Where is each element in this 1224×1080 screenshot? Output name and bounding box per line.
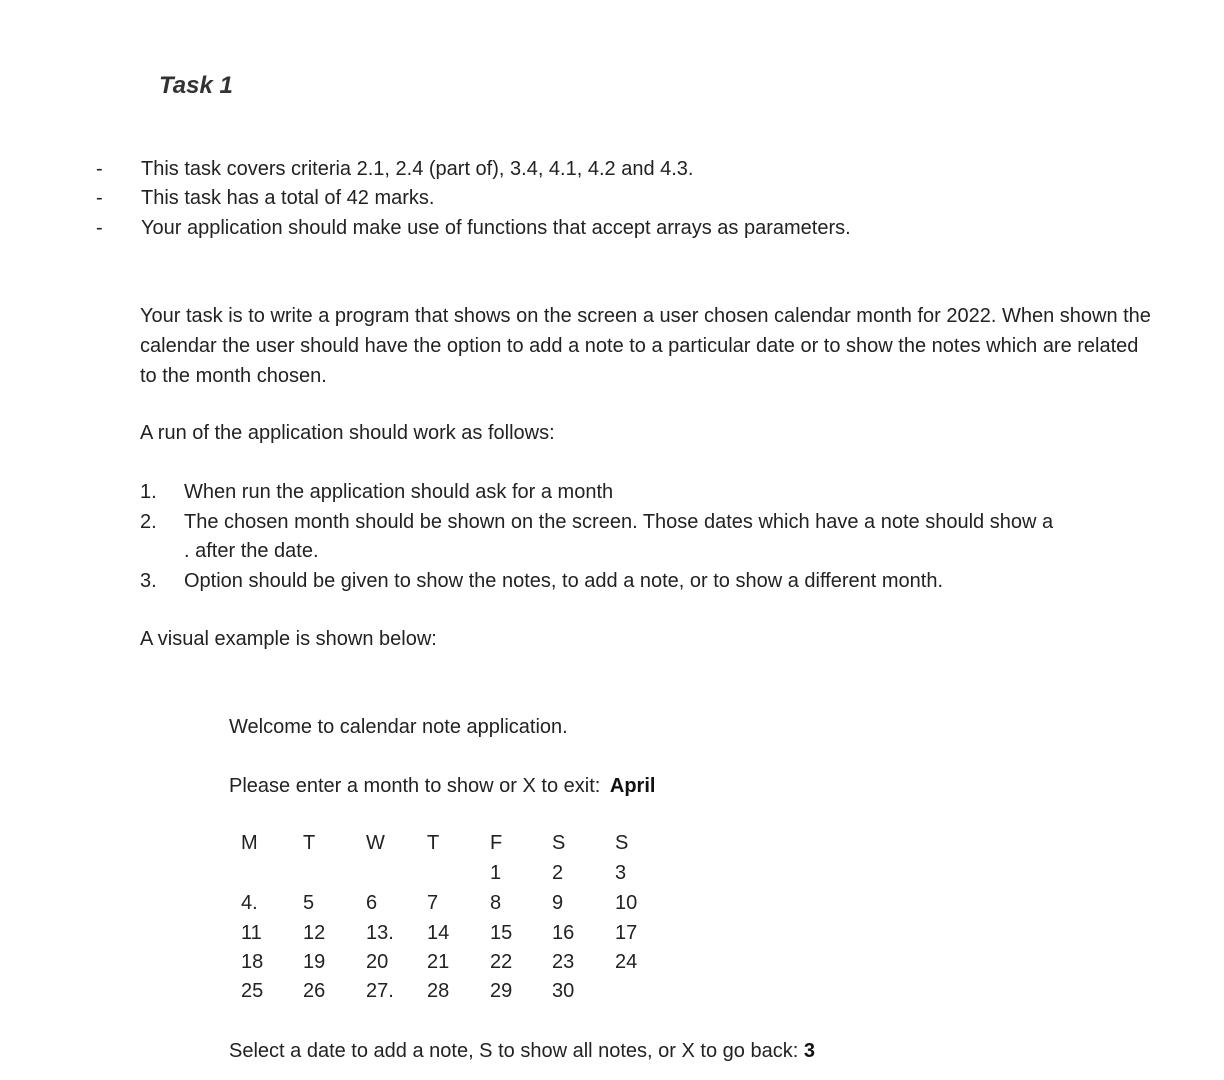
page-title: Task 1 <box>159 72 233 99</box>
bullet-marker: - <box>96 217 103 239</box>
calendar-day-header: T <box>303 832 316 854</box>
select-prompt-answer: 3 <box>803 1040 815 1062</box>
calendar-day-header: S <box>552 832 566 854</box>
calendar-date: 23 <box>552 951 575 973</box>
calendar-date: 27. <box>366 980 394 1002</box>
month-prompt-answer: April <box>609 775 656 797</box>
calendar-date: 5 <box>303 892 315 914</box>
step-1-text: When run the application should ask for a month <box>184 481 614 503</box>
calendar-date: 3 <box>615 862 627 884</box>
month-prompt <box>229 775 655 798</box>
calendar-date: 18 <box>241 951 264 973</box>
select-prompt <box>229 1040 815 1063</box>
calendar-date: 15 <box>490 922 513 944</box>
calendar-date: 28 <box>427 980 450 1002</box>
calendar-date: 13. <box>366 922 394 944</box>
step-number: 2. <box>140 511 157 533</box>
visual-example-heading: A visual example is shown below: <box>140 628 437 650</box>
calendar-date: 1 <box>490 862 502 884</box>
month-prompt-text: Please enter a month to show or X to exit: <box>229 775 601 797</box>
calendar-date: 24 <box>615 951 638 973</box>
bullet-marker: - <box>96 187 103 209</box>
calendar-date: 25 <box>241 980 264 1002</box>
run-heading: A run of the application should work as follows: <box>140 422 555 444</box>
bullet-functions: Your application should make use of functions that accept arrays as parameters. <box>141 217 851 239</box>
step-number: 1. <box>140 481 157 503</box>
calendar-date: 21 <box>427 951 450 973</box>
calendar-date: 20 <box>366 951 389 973</box>
calendar-date: 19 <box>303 951 326 973</box>
intro-paragraph: Your task is to write a program that shows on the screen a user chosen calendar month for 2022. When shown the calendar the user should have the option to add a note to a particular date or to show the notes which are related to the month chosen. <box>140 305 1151 387</box>
calendar-date: 9 <box>552 892 564 914</box>
calendar-date: 8 <box>490 892 502 914</box>
calendar-day-header: W <box>366 832 385 854</box>
calendar-date: 10 <box>615 892 638 914</box>
calendar-date: 16 <box>552 922 575 944</box>
step-3-text: Option should be given to show the notes, to add a note, or to show a different month. <box>184 570 944 592</box>
step-2-text: The chosen month should be shown on the screen. Those dates which have a note should show a <box>184 511 1054 533</box>
calendar-day-header: F <box>490 832 503 854</box>
calendar-date: 11 <box>241 922 262 944</box>
calendar-day-header: M <box>241 832 258 854</box>
step-number: 3. <box>140 570 157 592</box>
calendar-date: 22 <box>490 951 513 973</box>
calendar-date: 4. <box>241 892 258 914</box>
calendar-date: 6 <box>366 892 378 914</box>
step-2-text-continued: . after the date. <box>184 540 319 562</box>
welcome-message: Welcome to calendar note application. <box>229 716 568 738</box>
calendar-date: 17 <box>615 922 638 944</box>
calendar-date: 14 <box>427 922 450 944</box>
calendar-date: 30 <box>552 980 575 1002</box>
calendar-date: 7 <box>427 892 439 914</box>
calendar-day-header: T <box>427 832 440 854</box>
calendar-day-header: S <box>615 832 629 854</box>
calendar-date: 26 <box>303 980 326 1002</box>
select-prompt-text: Select a date to add a note, S to show all notes, or X to go back: <box>229 1040 799 1062</box>
calendar-date: 2 <box>552 862 564 884</box>
bullet-criteria: This task covers criteria 2.1, 2.4 (part of), 3.4, 4.1, 4.2 and 4.3. <box>141 158 694 180</box>
bullet-marker: - <box>96 158 103 180</box>
calendar-date: 29 <box>490 980 513 1002</box>
bullet-marks: This task has a total of 42 marks. <box>141 187 435 209</box>
calendar-date: 12 <box>303 922 326 944</box>
